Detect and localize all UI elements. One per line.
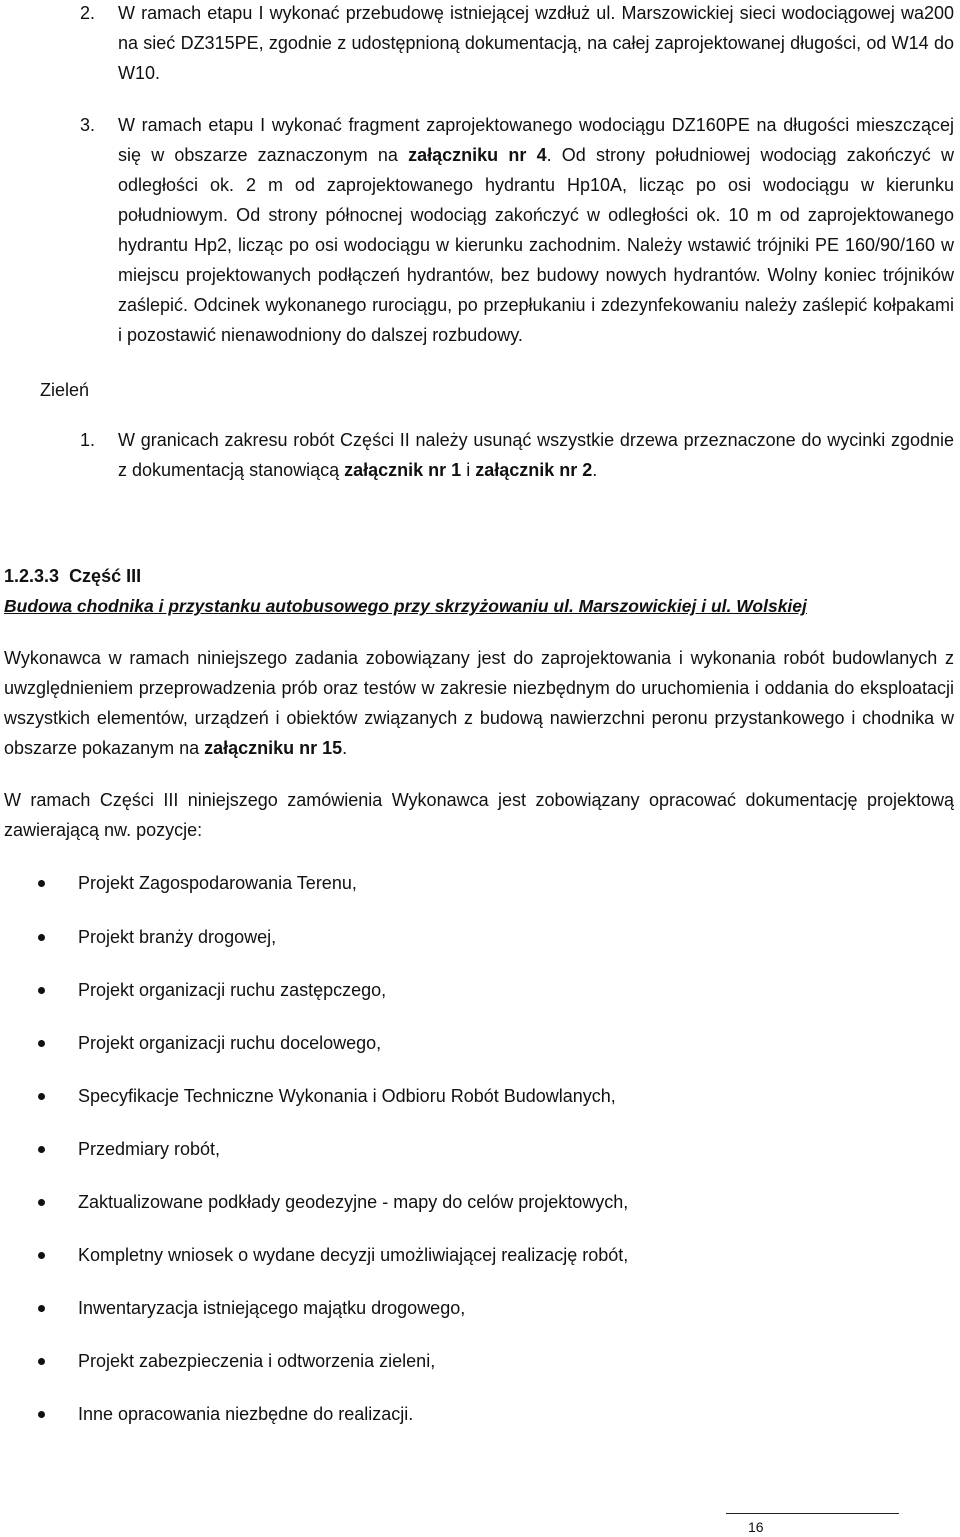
bullet-icon [38, 1040, 45, 1047]
list-item: Projekt Zagospodarowania Terenu, [78, 873, 357, 893]
bullet-icon [38, 880, 45, 887]
list-item: Zaktualizowane podkłady geodezyjne - mapy do celów projektowych, [78, 1192, 629, 1212]
bullet-icon [38, 987, 45, 994]
list-number: 1. [80, 430, 96, 450]
list-item: Projekt zabezpieczenia i odtworzenia zieleni, [78, 1351, 436, 1371]
attachment-reference: załącznik nr 1 [344, 460, 462, 480]
list-item: Projekt organizacji ruchu docelowego, [78, 1033, 382, 1053]
bullet-icon [38, 1252, 45, 1259]
bullet-icon [38, 1199, 45, 1206]
attachment-reference: załącznik nr 2 [475, 460, 593, 480]
paragraph: W ramach Części III niniejszego zamówienia Wykonawca jest zobowiązany opracować dokumentację projektową zawierającą nw. pozycje: [4, 790, 954, 840]
bullet-icon [38, 1146, 45, 1153]
list-item: Specyfikacje Techniczne Wykonania i Odbioru Robót Budowlanych, [78, 1086, 616, 1106]
section-title: Część III [69, 566, 142, 586]
section-subtitle: Budowa chodnika i przystanku autobusowego przy skrzyżowaniu ul. Marszowickiej i ul. Wolskiej [4, 596, 807, 616]
page-number: 16 [748, 1519, 764, 1535]
bullet-icon [38, 1093, 45, 1100]
list-item-text: W ramach etapu I wykonać przebudowę istniejącej wzdłuż ul. Marszowickiej sieci wodociągowej wa200 na sieć DZ315PE, zgodnie z udostępnioną dokumentacją, na całej zaprojektowanej długości, od W14 do W10. [118, 3, 954, 83]
list-item: Inwentaryzacja istniejącego majątku drogowego, [78, 1298, 466, 1318]
list-item: Inne opracowania niezbędne do realizacji. [78, 1404, 414, 1424]
bullet-icon [38, 934, 45, 941]
list-item: Projekt organizacji ruchu zastępczego, [78, 980, 387, 1000]
list-item: Projekt branży drogowej, [78, 927, 277, 947]
list-item: Przedmiary robót, [78, 1139, 221, 1159]
list-item-text: W granicach zakresu robót Części II należy usunąć wszystkie drzewa przeznaczone do wycinki zgodnie z dokumentacją stanowiącą załącznik nr 1 i załącznik nr 2. [118, 430, 954, 480]
list-number: 2. [80, 3, 96, 23]
subsection-heading: Zieleń [40, 380, 90, 400]
paragraph: Wykonawca w ramach niniejszego zadania zobowiązany jest do zaprojektowania i wykonania robót budowlanych z uwzględnieniem przeprowadzenia prób oraz testów w zakresie niezbędnym do uruchomienia i oddania do eksploatacji wszystkich elementów, urządzeń i obiektów związanych z budową nawierzchni peronu przystankowego i chodnika w obszarze pokazanym na załączniku nr 15. [4, 648, 954, 758]
list-item: Kompletny wniosek o wydane decyzji umożliwiającej realizację robót, [78, 1245, 629, 1265]
bullet-icon [38, 1411, 45, 1418]
bullet-icon [38, 1358, 45, 1365]
attachment-reference: załączniku nr 4 [408, 145, 547, 165]
section-number: 1.2.3.3 [4, 566, 60, 586]
bullet-icon [38, 1305, 45, 1312]
list-number: 3. [80, 115, 96, 135]
footer-rule [726, 1513, 899, 1514]
attachment-reference: załączniku nr 15 [204, 738, 343, 758]
section-heading [4, 561, 141, 591]
list-item-text: W ramach etapu I wykonać fragment zaprojektowanego wodociągu DZ160PE na długości mieszczącej się w obszarze zaznaczonym na załączniku nr 4. Od strony południowej wodociąg zakończyć w odległości ok. 2 m od zaprojektowanego hydrantu Hp10A, licząc po osi wodociągu w kierunku południowym. Od strony północnej wodociąg zakończyć w odległości ok. 10 m od zaprojektowanego hydrantu Hp2, licząc po osi wodociągu w kierunku zachodnim. Należy wstawić trójniki PE 160/90/160 w miejscu projektowanych podłączeń hydrantów, bez budowy nowych hydrantów. Wolny koniec trójników zaślepić. Odcinek wykonanego rurociągu, po przepłukaniu i zdezynfekowaniu należy zaślepić kołpakami i pozostawić nienawodniony do dalszej rozbudowy. [118, 115, 954, 345]
